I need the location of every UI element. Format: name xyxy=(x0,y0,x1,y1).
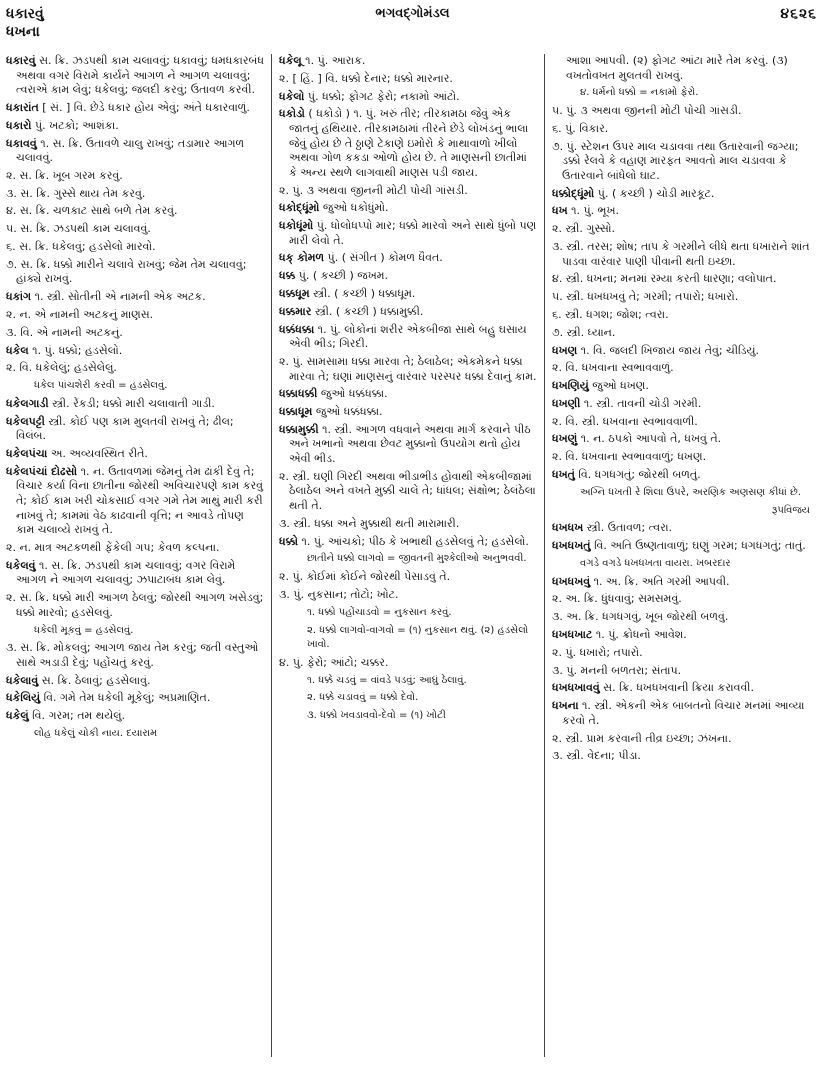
dictionary-entry xyxy=(279,269,537,284)
entry-definition: ૨. ન. માત્ર અટકળથી ફેંકેલી ગપ; કેવળ કલ્પના. xyxy=(6,540,220,554)
entry-definition: સ. ક્રિ. ઠેલાવું; હડસેલાવું. xyxy=(38,673,151,687)
dictionary-entry xyxy=(6,119,264,134)
entry-definition: આશા આપવી. (૨) ફોગટ આંટા મારે તેમ કરવું. (૩) વખતોવખત મુલતવી રાખવું. xyxy=(566,54,788,82)
dictionary-entry xyxy=(279,251,537,266)
entry-headword: ધક્કો xyxy=(279,534,299,548)
dictionary-entry xyxy=(279,323,537,352)
entry-definition: ૧. સ્ત્રી. એકની એક બાબતનો વિચાર મનમાં આવ્યા કરવો તે. xyxy=(562,699,805,727)
entry-headword: ધક્કામુક્કી xyxy=(279,422,319,436)
entry-headword: ધખધખાટ xyxy=(552,628,593,642)
entry-definition: ૨. સ્ત્રી. ઘણી ગિરદી અથવા ભીડાભીડ હોવાથી એકબીજામાં ઠેલાઠેલ અને વખતે મુક્કી ચાલે તે; ધાંધલ; સંક્ષોભ; ઠેલંઠેલા થતી તે. xyxy=(279,469,536,513)
dictionary-entry xyxy=(552,54,818,83)
dictionary-entry xyxy=(6,397,264,412)
dictionary-entry xyxy=(279,588,537,603)
entry-definition: ૩. અ. ક્રિ. ધગધગવું, ખૂબ જોરથી બળવું. xyxy=(552,610,729,624)
entry-definition: ૧. ધક્કો પહોંચાડવો = નુકસાન કરવું. xyxy=(307,606,452,618)
dictionary-entry xyxy=(6,240,264,255)
dictionary-entry xyxy=(6,447,264,462)
entry-headword: ધખના xyxy=(552,699,579,713)
entry-headword: ધકોડો xyxy=(279,107,305,121)
dictionary-entry xyxy=(279,287,537,302)
entry-definition: ૧. સ્ત્રી. આગળ વધવાને અથવા માર્ગ કરવાને પીઠ અને ખભાનો અથવા છેવટ મુક્કાનો ઉપયોગ થતો હોય એવી ભીડ. xyxy=(289,422,531,466)
entry-headword: ધક્કમાર xyxy=(279,304,312,318)
entry-definition: ૨. સ. ક્રિ. ખૂબ ગરમ કરવું. xyxy=(6,168,123,182)
entry-definition: ૨. વિ. ધકેલેલું; હડસેલેલું. xyxy=(6,361,117,375)
entry-definition: ૫. સ. ક્રિ. ઝડપથી કામ ચલાવવું. xyxy=(6,222,151,236)
entry-definition: ૨. પું. સામસામા ધક્કા મારવા તે; ઠેલાઠેલ; એકમેકને ધક્કા મારવા તે; ઘણાં માણસનું વારંવાર પરસ્પર ધક્કા દેવાનું કામ. xyxy=(279,354,537,383)
guide-word-top: ધકારવું xyxy=(6,6,44,22)
page-title: ભગવદ્ગોમંડલ xyxy=(375,6,450,21)
dictionary-entry xyxy=(279,54,537,69)
dictionary-entry xyxy=(552,397,818,412)
entry-definition: સ્ત્રી. ઉતાવળ; ત્વરા. xyxy=(583,521,673,535)
dictionary-entry xyxy=(552,628,818,643)
entry-definition: સ. ક્રિ. ધખધખવાની ક્રિયા કરાવવી. xyxy=(599,681,754,695)
dictionary-entry xyxy=(552,681,818,696)
dictionary-entry xyxy=(6,290,264,305)
entry-headword: ધકેલવું xyxy=(6,558,36,572)
entry-definition: ધકેલ પાંચશેરી કરવી = હડસેલવું. xyxy=(34,380,168,392)
dictionary-entry xyxy=(552,240,818,269)
entry-definition: ૧. અ. ક્રિ. અતિ ગરમી આપવી. xyxy=(590,574,730,588)
entry-definition: પું. ( સંગીત ) કોમળ ધૈવત. xyxy=(324,251,443,265)
entry-definition: ૨. પું. કોઈમાં કોઈને જોરથી પેસાડવું તે. xyxy=(279,570,451,584)
dictionary-entry xyxy=(6,222,264,237)
entry-headword: ધકેલપટ્ટી xyxy=(6,414,45,428)
dictionary-entry xyxy=(6,624,264,639)
dictionary-entry xyxy=(279,535,537,550)
entry-definition: ૪. પું. ફેરો; આંટો; ચક્કર. xyxy=(279,655,389,669)
dictionary-entry xyxy=(6,344,264,359)
entry-definition: ૩. વિ. એ નામની અટકનું. xyxy=(6,325,123,339)
entry-headword: ધખણું xyxy=(552,432,578,446)
entry-definition: સ્ત્રી. ( કચ્છી ) ધક્કાધૂમ. xyxy=(309,287,416,300)
dictionary-entry xyxy=(552,104,818,119)
dictionary-entry xyxy=(279,709,537,724)
entry-definition: ૧. પું. ભૂખ. xyxy=(567,204,620,218)
dictionary-entry xyxy=(552,187,818,202)
entry-headword: ધકેલ xyxy=(6,343,29,357)
entry-definition: વિ. ધગધગતું; જોરથી બળતું. xyxy=(574,468,701,481)
entry-headword: ધકોદ્ધૂંમો xyxy=(279,201,320,215)
entry-definition: ૨. ધક્કો લાગવો-વાગવો = (૧) નુકસાન થવું. (૨) હડસેલો ખાવો. xyxy=(307,624,529,651)
entry-definition: ૨. વિ. સ્ત્રી. ધખવાના સ્વભાવવાળી. xyxy=(552,414,698,428)
entry-definition: ૨. સ. ક્રિ. ધક્કો મારી આગળ ઠેલવું; જોરથી આગળ ખસેડવું; ધક્કો મારવો; હડસેલવું. xyxy=(6,591,264,619)
dictionary-entry xyxy=(552,379,818,394)
dictionary-entry xyxy=(552,326,818,341)
dictionary-entry xyxy=(552,732,818,747)
entry-definition: [ સં. ] વિ. છેડે ધકાર હોય એવું; અંતે ધકારવાળું. xyxy=(38,100,250,114)
entry-headword: ધક્ કોમળ xyxy=(279,251,325,265)
entry-headword: ધખધખ xyxy=(552,521,584,535)
entry-definition: ૪. ધર્મનો ધક્કો = નકામો ફેરો. xyxy=(580,87,699,99)
entry-headword: ધકારો xyxy=(6,118,32,132)
column-2 xyxy=(279,54,537,1059)
dictionary-entry xyxy=(6,727,264,742)
dictionary-entry xyxy=(6,187,264,202)
entry-headword: ધખણ xyxy=(552,343,578,357)
entry-headword: ધકારવું xyxy=(6,54,36,67)
dictionary-entry xyxy=(6,641,264,670)
entry-headword: ધકેલું xyxy=(6,709,29,723)
entry-definition: ૧. સ. ક્રિ. ઉતાવળે ચાલુ રાખવું; તડામાર આગળ ચલાવવું. xyxy=(16,136,245,165)
entry-headword: ધક્ક xyxy=(279,269,296,283)
entry-definition: ૧. પું. લોકોનાં શરીર એકબીજા સાથે બહુ ઘસાય એવી ભીડ; ગિરદી. xyxy=(289,322,527,351)
dictionary-entry xyxy=(6,258,264,287)
entry-headword: ધખણિયું xyxy=(552,379,589,393)
dictionary-entry xyxy=(279,517,537,532)
entry-definition: ૧. ધક્કે ચડવું = વાંવડે પડવું; આઘું ઠેલાવું. xyxy=(307,674,467,686)
entry-headword: ધકોધૂંમો xyxy=(279,219,314,233)
entry-definition: જુઓ ધક્કંધક્કા. xyxy=(312,405,383,419)
entry-definition: ૨. વિ. ધખવાના સ્વભાવવાળું; ધખણ. xyxy=(552,450,707,464)
entry-definition: વિ. અતિ ઉષ્ણતાવાળું; ઘણું ગરમ; ધગધગતું; તાતું. xyxy=(590,539,806,553)
dictionary-entry xyxy=(6,169,264,184)
entry-definition: ૧. સ્ત્રી. તાવની ચોડી ગરમી. xyxy=(580,396,702,410)
entry-headword: ધકેલૂ xyxy=(279,54,302,67)
dictionary-entry xyxy=(552,272,818,287)
entry-headword: ધક્કધૂમ xyxy=(279,287,310,300)
entry-definition: પું. ધક્કો; ફોગટ ફેરો; નકામો આંટો. xyxy=(304,89,460,103)
entry-definition: લોહ ધકેલું ચોકી નાય. દયારામ xyxy=(34,728,158,739)
dictionary-entry xyxy=(6,379,264,394)
dictionary-entry xyxy=(552,361,818,376)
dictionary-entry xyxy=(552,415,818,430)
entry-definition: અગ્નિ ધખતી રે શિલા ઉપરે, અરણિક અણસણ કીધાં છે. xyxy=(580,486,801,498)
column-divider xyxy=(271,54,272,1057)
entry-definition: ૫. પું. ૩ અથવા જીનની મોટી પોચી ગાંસડી. xyxy=(552,104,742,118)
entry-definition: ૩. પું. નુકસાન; તોટો; ખોટ. xyxy=(279,587,399,601)
dictionary-entry xyxy=(552,699,818,728)
entry-headword: ધકેલિયું xyxy=(6,691,41,705)
entry-definition: ૪. સ્ત્રી. ધખના; મનમાં રમ્યા કરતી ધારણા; વલોપાત. xyxy=(552,272,777,286)
entry-definition: ૨. ન. એ નામની અટકનું માણસ. xyxy=(6,307,154,321)
entry-definition: ૨. સ્ત્રી. પ્રામ કરવાની તીવ્ર ઇચ્છા; ઝંખના. xyxy=(552,731,732,745)
entry-definition: ( ધકોડો ) ૧. પું. ખરું તીર; તીરકામઠા જેવું એક જાતનું હથિયાર. તીરકામઠામાં તીરને છેડે લોખંડનું ભાલા જેવું હોય છે તે ઠ્ઠાણે ટેકાણે ઇમોરો કે માથાવાળો ખીલો અથવા ગોળ કકડા ઓળો હોય છે. તે માણસની છાતીમાં કે અન્ય સ્થળે લાગવાથી માણસ પડી જાય. xyxy=(289,107,529,179)
dictionary-entry xyxy=(552,450,818,465)
dictionary-entry xyxy=(279,72,537,87)
entry-headword: ધકાવવું xyxy=(6,136,37,150)
column-1 xyxy=(6,54,264,1059)
entry-definition: ૧. પું. આંચકો; પીઠ કે ખભાથી હડસેલવું તે; હડસેલો. xyxy=(298,534,529,548)
entry-definition: ૬. સ. ક્રિ. ધકેલવું; હડસેલો મારવો. xyxy=(6,240,156,254)
entry-definition: ૫. સ્ત્રી. ધખધખવું તે; ગરમી; તપારો; ધખારો. xyxy=(552,290,739,304)
dictionary-entry xyxy=(552,521,818,536)
entry-definition: ૧. ન. ઠપકો આપવો તે, ધખવું તે. xyxy=(577,432,722,446)
dictionary-entry xyxy=(279,219,537,248)
entry-headword: ધક્કાધૂમ xyxy=(279,405,313,419)
dictionary-entry xyxy=(552,664,818,679)
entry-definition: ૧. પું. ક્રોધનો આવેશ. xyxy=(592,628,687,642)
dictionary-entry xyxy=(279,107,537,180)
dictionary-entry xyxy=(552,308,818,323)
dictionary-entry xyxy=(279,606,537,621)
dictionary-entry xyxy=(6,54,264,98)
entry-definition: સ. ક્રિ. ઝડપથી કામ ચલાવવું; ધકાવવું; ધમધકારબંધ અથવા વગર વિરામે કાર્યને આગળ ને આગળ ચલાવવું; ત્વરાએ કામ લેવું; ધકેલવું; જલદી કરવું; ઉતાવળ કરવી. xyxy=(16,54,264,97)
entry-definition: સ્ત્રી. કોઈ પણ કામ મુલતવી રાખવું તે; ઢીલ; વિલંબ. xyxy=(16,414,234,443)
dictionary-entry xyxy=(6,101,264,116)
dictionary-entry xyxy=(552,344,818,359)
dictionary-entry xyxy=(6,559,264,588)
entry-definition: ૨. [ હિં. ] વિ. ધક્કો દેનાર; ધક્કો મારનાર. xyxy=(279,71,453,85)
dictionary-entry xyxy=(552,557,818,572)
dictionary-entry xyxy=(279,355,537,384)
entry-headword: ધકેલપંચાં દોઢસો xyxy=(6,464,78,478)
entry-headword: ધખધખાવવું xyxy=(552,681,600,695)
entry-definition: વગડે વગડે ધખધખતા વાયરા. ખબરદાર xyxy=(580,557,731,569)
entry-headword: ધખધખવું xyxy=(552,574,591,588)
entry-definition: ૩. સ્ત્રી. વેદના; પીડા. xyxy=(552,749,641,763)
entry-definition: ૧. વિ. જલદી ખિજાય જાય તેવું; ચીડિયું. xyxy=(577,343,760,357)
dictionary-entry xyxy=(552,749,818,764)
dictionary-entry xyxy=(279,201,537,216)
dictionary-entry xyxy=(552,204,818,219)
dictionary-entry xyxy=(6,326,264,341)
entry-definition: ૩. સ્ત્રી. તરસ; શોષ; તાપ કે ગરમીને લીધે થતા ધખારાને શાંત પાડવા વારંવાર પાણી પીવાની થતી ઇચ્છા. xyxy=(552,240,810,268)
entry-definition: ૨. સ્ત્રી. ગુસ્સો. xyxy=(552,222,616,236)
entry-definition: પું. ખટકો; આશંકા. xyxy=(31,118,119,132)
dictionary-entry xyxy=(6,691,264,706)
entry-definition: ૩. સ્ત્રી. ધક્કા અને મુક્કાથી થતી મારામારી. xyxy=(279,516,460,530)
entry-definition: ૩. ધક્કો ખવડાવવો-દેવો = (૧) ખોટી xyxy=(307,710,446,722)
entry-definition: જુઓ ધકોધુંમો. xyxy=(319,201,389,215)
dictionary-entry xyxy=(279,656,537,671)
dictionary-entry xyxy=(279,405,537,420)
dictionary-entry xyxy=(279,552,537,567)
dictionary-entry xyxy=(552,122,818,137)
dictionary-entry xyxy=(279,387,537,402)
entry-definition: ૩. પું. મનની બળતરા; સંતાપ. xyxy=(552,663,682,677)
dictionary-entry xyxy=(552,486,818,501)
dictionary-entry xyxy=(279,184,537,199)
entry-headword: ધકેલપંચા xyxy=(6,447,48,461)
entry-definition: વિ. ગમે તેમ ધકેલી મૂકેલું; અપ્રમાણિત. xyxy=(40,691,211,705)
entry-definition: ૪. સ. ક્રિ. ચળકાટ સાથે બળે તેમ કરવું. xyxy=(6,204,178,218)
entry-definition: ધકેલી મૂકવું = હડસેલવું. xyxy=(34,624,134,636)
entry-definition: જુઓ ધક્કંધક્કા. xyxy=(317,387,388,401)
entry-headword: ધકારાંત xyxy=(6,100,39,114)
entry-definition: ૨. વિ. ધખવાના સ્વભાવવાળું. xyxy=(552,361,674,375)
dictionary-entry xyxy=(6,541,264,556)
entry-definition: રૂપવિજય xyxy=(772,504,810,516)
entry-definition: ૧. ન. ઉતાવળમાં જેમનું તેમ ઢાંકી દેવું તે; વિચાર કર્યા વિના છાતીના જોરથી અવિચારપણે કામ કરવું તે; કોઈ કામ ખરી ચોકસાઈ વગર ગમે તેમ માથું મારી કરી નાખવું તે; કામમાં વેઠ કાઢવાની વૃત્તિ; ન આવડે તોપણ કામ ચલાવ્યે રાખવું તે. xyxy=(16,464,264,537)
entry-definition: ૨. અ. ક્રિ. ધુંધવાવું; સમસમવું. xyxy=(552,592,682,606)
dictionary-entry xyxy=(552,86,818,101)
dictionary-entry xyxy=(552,222,818,237)
dictionary-entry xyxy=(6,465,264,538)
entry-definition: ૧. સ્ત્રી. સોતીની એ નામની એક અટક. xyxy=(31,290,206,304)
dictionary-entry xyxy=(552,610,818,625)
entry-definition: ૧. સ. ક્રિ. ઝડપથી કામ ચલાવવું; વગર વિરામે આગળ ને આગળ ચલાવવું; ઝપાટાબંધ કામ લેવું. xyxy=(16,558,236,587)
entry-headword: ધકેલો xyxy=(279,89,305,103)
dictionary-entry xyxy=(552,290,818,305)
page-number: ૪૬૨૬ xyxy=(780,6,817,22)
entry-definition: ૬. પું. વિકાર. xyxy=(552,121,609,135)
entry-definition: ૭. સ્ત્રી. ધ્યાન. xyxy=(552,325,616,339)
dictionary-entry xyxy=(6,308,264,323)
entry-headword: ધકાંગ xyxy=(6,290,32,304)
dictionary-entry xyxy=(552,432,818,447)
dictionary-entry xyxy=(552,140,818,184)
dictionary-entry xyxy=(552,468,818,483)
dictionary-entry xyxy=(279,624,537,653)
entry-definition: અ. અવ્યવસ્થિત રીતે. xyxy=(47,447,148,461)
dictionary-entry xyxy=(279,423,537,467)
dictionary-entry xyxy=(6,361,264,376)
entry-definition: ૨. ધક્કે ચડાવવું = ધક્કો દેવો. xyxy=(307,692,419,704)
dictionary-entry xyxy=(552,592,818,607)
entry-definition: જુઓ ધખણ. xyxy=(588,379,649,393)
entry-definition: ૧. પું. આરાક. xyxy=(301,54,366,67)
entry-definition: ૭. સ. ક્રિ. ધક્કો મારીને ચલાવે રાખવું; જેમ તેમ ચલાવવું; હાંક્યે રાખવું. xyxy=(6,257,247,286)
entry-definition: પું. ( કચ્છી ) ચોડી મારકૂટ. xyxy=(594,186,715,200)
entry-definition: વિ. ગરમ; તમ થયેલું. xyxy=(28,709,126,723)
entry-headword: ધખણી xyxy=(552,396,581,410)
entry-definition: સ્ત્રી. રેંકડી; ધક્કો મારી ચલાવાતી ગાડી. xyxy=(48,396,215,410)
entry-headword: ધક્કાધક્કી xyxy=(279,387,318,401)
entry-definition: ૬. સ્ત્રી. ધગશ; જોશ; ત્વરા. xyxy=(552,307,669,321)
entry-definition: ૩. સ. ક્રિ. ગુસ્સે થાય તેમ કરવું. xyxy=(6,186,146,200)
dictionary-entry xyxy=(6,674,264,689)
entry-definition: પું. ( કચ્છી ) જખમ. xyxy=(295,269,389,283)
dictionary-entry xyxy=(6,137,264,166)
dictionary-entry xyxy=(279,570,537,585)
entry-definition: ૧. પું. ધક્કો; હડસેલો. xyxy=(28,343,123,357)
column-divider xyxy=(544,54,545,1057)
entry-headword: ધકેલાવું xyxy=(6,673,39,687)
guide-word-bottom: ધખના xyxy=(6,24,40,40)
dictionary-entry xyxy=(552,575,818,590)
entry-headword: ધખધખતું xyxy=(552,539,591,553)
entry-headword: ધક્કોદ્ધૂંમો xyxy=(552,186,595,200)
entry-definition: ૩. સ. ક્રિ. મોકલવું; આગળ જાય તેમ કરવું; જતી વસ્તુઓ સાથે અડાડી દેવું; પહોંચતું કરવું. xyxy=(6,641,259,669)
entry-definition: છાતીને ધક્કો લાગવો = જીવતની મુશ્કેલીઓ અનુભવવી. xyxy=(307,553,527,565)
dictionary-entry xyxy=(279,305,537,320)
dictionary-entry xyxy=(6,591,264,620)
entry-headword: ધકેલગાડી xyxy=(6,396,49,410)
entry-definition: સ્ત્રી. ( કચ્છી ) ધક્કામુક્કી. xyxy=(311,304,424,318)
column-3 xyxy=(552,54,818,1059)
dictionary-entry xyxy=(552,646,818,661)
dictionary-entry xyxy=(279,90,537,105)
dictionary-entry xyxy=(552,539,818,554)
dictionary-entry xyxy=(6,204,264,219)
dictionary-entry xyxy=(279,470,537,514)
entry-definition: પું. ધોલોધપ્પો માર; ધક્કો મારવો અને સાથે ધુંબો પણ મારી લેવો તે. xyxy=(289,219,537,247)
entry-definition: ૨. પું. ધખારો; તપારો. xyxy=(552,645,643,659)
entry-headword: ધખ xyxy=(552,204,568,218)
dictionary-entry xyxy=(279,691,537,706)
dictionary-entry xyxy=(279,674,537,689)
entry-headword: ધખતું xyxy=(552,468,575,481)
entry-definition: ૭. પું. સ્ટેશન ઉપર માલ ચડાવવા તથા ઉતારવાની જગ્યા; ડક્કો રેલવે કે વહાણ મારફત આવતો માલ ચડાવવા કે ઉતારવાને બાંધેલો ઘાટ. xyxy=(552,139,799,182)
entry-headword: ધક્કંધક્કા xyxy=(279,322,315,336)
dictionary-entry xyxy=(6,709,264,724)
dictionary-entry xyxy=(6,415,264,444)
entry-definition: ૨. પું. ૩ અથવા જીનની મોટી પોચી ગાંસડી. xyxy=(279,183,468,197)
dictionary-entry xyxy=(552,504,818,519)
